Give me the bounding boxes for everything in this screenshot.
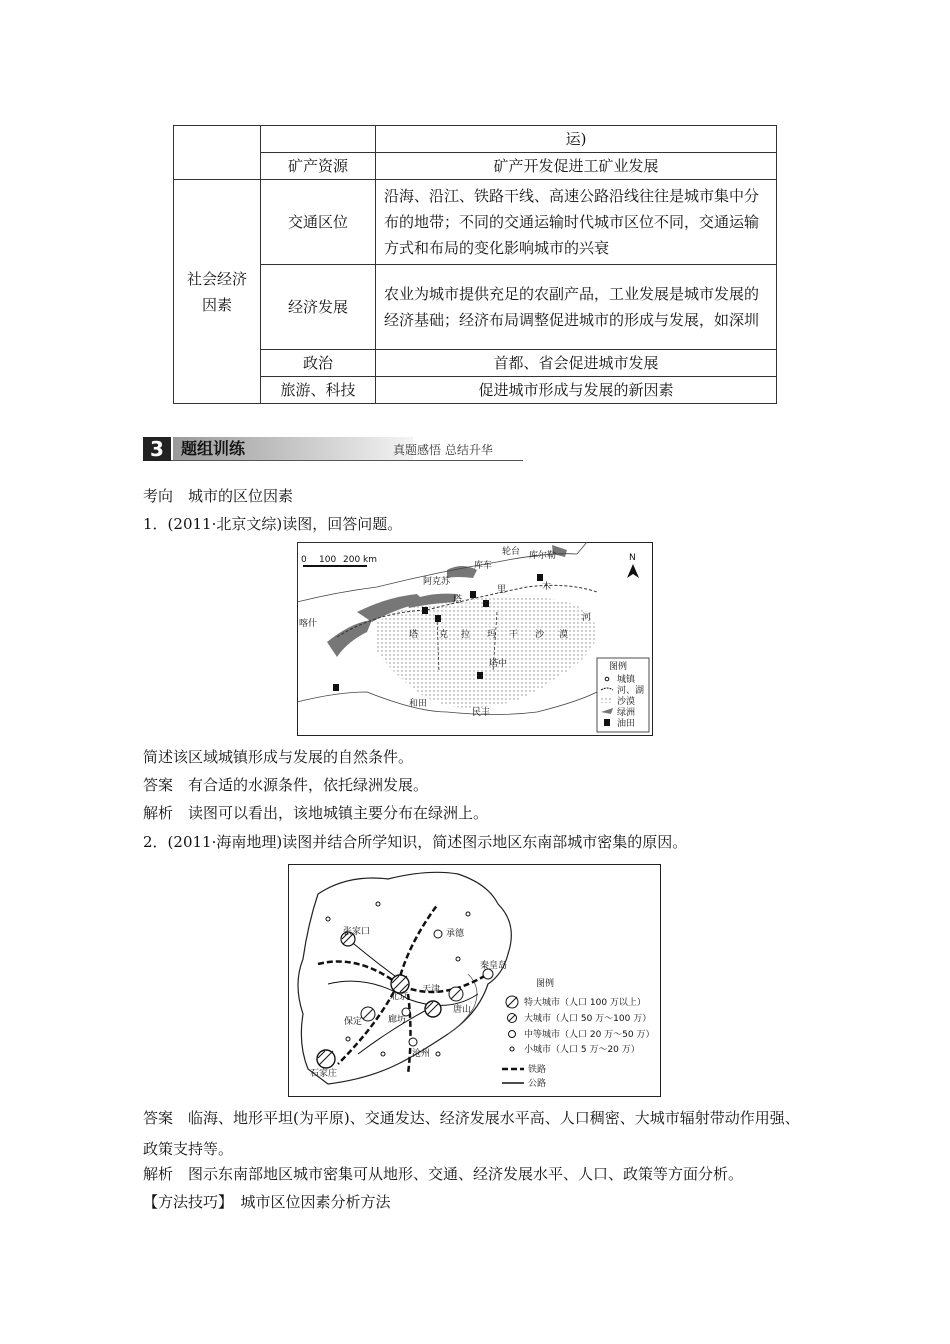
desert-char: 拉 bbox=[461, 630, 471, 640]
city-label: 沧州 bbox=[412, 1049, 431, 1059]
city-label: 秦皇岛 bbox=[480, 961, 508, 971]
location-factors-table bbox=[173, 125, 777, 404]
place-label: 库尔勒 bbox=[529, 551, 557, 561]
small-city-icon bbox=[510, 1047, 514, 1051]
legend-item: 公路 bbox=[528, 1079, 547, 1089]
legend-item: 小城市（人口 5 万～20 万） bbox=[524, 1045, 640, 1055]
section-title: 题组训练 bbox=[173, 437, 413, 461]
table-cell-sub: 经济发展 bbox=[261, 265, 376, 350]
legend-title: 图例 bbox=[536, 979, 555, 989]
city-label: 北京 bbox=[390, 992, 409, 1002]
medium-city-icon bbox=[434, 930, 442, 938]
oilfield-icon bbox=[470, 591, 476, 598]
table-row bbox=[174, 265, 777, 350]
medium-city-icon bbox=[509, 1031, 516, 1038]
desert-char: 塔 bbox=[409, 630, 419, 640]
oilfield-icon bbox=[604, 719, 610, 726]
table-cell-desc: 矿产开发促进工矿业发展 bbox=[376, 153, 777, 180]
question-1-answer: 答案 有合适的水源条件，依托绿洲发展。 bbox=[143, 776, 429, 794]
question-1-prompt: 1．(2011·北京文综)读图，回答问题。 bbox=[143, 515, 403, 533]
north-label: N bbox=[629, 553, 636, 563]
place-label: 塔中 bbox=[489, 659, 508, 669]
legend-item: 特大城市（人口 100 万以上） bbox=[524, 998, 646, 1008]
river-char: 河 bbox=[582, 613, 592, 623]
table-cell-factor bbox=[174, 126, 261, 180]
desert-char: 沙 bbox=[535, 630, 545, 640]
legend-item: 绿洲 bbox=[617, 708, 636, 718]
river-char: 塔 bbox=[453, 595, 463, 605]
legend-item: 城镇 bbox=[617, 675, 636, 685]
city-label: 张家口 bbox=[343, 927, 371, 937]
method-heading: 【方法技巧】 城市区位因素分析方法 bbox=[143, 1193, 391, 1211]
city-label: 承德 bbox=[446, 929, 465, 939]
oilfield-icon bbox=[435, 615, 441, 622]
city-label: 天津 bbox=[422, 985, 441, 995]
place-label: 民丰 bbox=[472, 708, 491, 718]
desert-char: 玛 bbox=[487, 630, 497, 640]
place-label: 轮台 bbox=[502, 547, 521, 557]
oilfield-icon bbox=[333, 684, 339, 691]
table-cell-desc: 促进城市形成与发展的新因素 bbox=[376, 377, 777, 404]
place-label: 喀什 bbox=[299, 619, 318, 629]
table-row bbox=[174, 153, 777, 180]
table-cell-desc: 农业为城市提供充足的农副产品，工业发展是城市发展的经济基础；经济布局调整促进城市的形成与发展，如深圳 bbox=[376, 265, 777, 350]
megacity-icon bbox=[317, 1050, 335, 1068]
table-cell-sub bbox=[261, 126, 376, 153]
table-cell-sub: 旅游、科技 bbox=[261, 377, 376, 404]
river-char: 木 bbox=[542, 582, 552, 592]
river-char: 里 bbox=[497, 585, 507, 595]
scale-label: 200 km bbox=[343, 555, 378, 565]
desert-char: 漠 bbox=[559, 630, 569, 640]
table-row bbox=[174, 126, 777, 153]
desert-char: 干 bbox=[509, 630, 519, 640]
legend-item: 油田 bbox=[617, 719, 636, 729]
legend-item: 河、湖 bbox=[617, 686, 645, 696]
question-2-prompt: 2．(2011·海南地理)读图并结合所学知识，简述图示地区东南部城市密集的原因。 bbox=[143, 833, 688, 851]
table-cell-sub: 矿产资源 bbox=[261, 153, 376, 180]
table-cell-sub: 政治 bbox=[261, 350, 376, 377]
oilfield-icon bbox=[483, 600, 489, 607]
legend-item: 铁路 bbox=[528, 1065, 547, 1075]
table-cell-factor: 社会经济因素 bbox=[174, 180, 261, 404]
megacity-icon bbox=[391, 975, 409, 993]
section-rule bbox=[171, 460, 523, 461]
table-cell-desc: 运) bbox=[376, 126, 777, 153]
legend-title: 图例 bbox=[609, 662, 628, 672]
topic-heading: 考向 城市的区位因素 bbox=[143, 487, 294, 505]
scale-label: 100 bbox=[319, 555, 337, 565]
oilfield-icon bbox=[477, 672, 483, 679]
city-label: 石家庄 bbox=[310, 1069, 338, 1079]
city-label: 保定 bbox=[344, 1017, 363, 1027]
jingjinji-map bbox=[288, 864, 661, 1097]
oilfield-icon bbox=[537, 574, 543, 581]
section-banner bbox=[143, 437, 523, 461]
table-cell-desc: 沿海、沿江、铁路干线、高速公路沿线往往是城市集中分布的地带；不同的交通运输时代城市区位不同，交通运输方式和布局的变化影响城市的兴衰 bbox=[376, 180, 777, 265]
table-cell-sub: 交通区位 bbox=[261, 180, 376, 265]
desert-icon bbox=[601, 697, 613, 703]
tarim-basin-map bbox=[297, 542, 653, 736]
desert-char: 克 bbox=[439, 630, 449, 640]
section-subtitle: 真题感悟 总结升华 bbox=[393, 443, 493, 457]
table-row bbox=[174, 377, 777, 404]
city-label: 唐山 bbox=[453, 1005, 472, 1015]
medium-city-icon bbox=[409, 1038, 417, 1046]
question-2-analysis: 解析 图示东南部地区城市密集可从地形、交通、经济发展水平、人口、政策等方面分析。 bbox=[143, 1165, 744, 1183]
place-label: 和田 bbox=[409, 699, 428, 709]
table-row bbox=[174, 350, 777, 377]
table-row bbox=[174, 180, 777, 265]
question-1-text: 简述该区域城镇形成与发展的自然条件。 bbox=[143, 748, 414, 766]
place-label: 阿克苏 bbox=[423, 577, 451, 587]
legend-item: 中等城市（人口 20 万～50 万） bbox=[524, 1030, 655, 1040]
table-cell-desc: 首都、省会促进城市发展 bbox=[376, 350, 777, 377]
place-label: 库车 bbox=[474, 561, 493, 571]
section-number: 3 bbox=[143, 437, 171, 461]
city-label: 廊坊 bbox=[388, 1015, 407, 1025]
question-1-analysis: 解析 读图可以看出，该地城镇主要分布在绿洲上。 bbox=[143, 804, 489, 822]
question-2-answer: 答案 临海、地形平坦(为平原)、交通发达、经济发展水平高、人口稠密、大城市辐射带动作用强、政策支持等。 bbox=[143, 1109, 800, 1158]
legend-item: 沙漠 bbox=[617, 697, 636, 707]
legend-item: 大城市（人口 50 万～100 万） bbox=[524, 1014, 652, 1024]
scale-label: 0 bbox=[301, 555, 307, 565]
oilfield-icon bbox=[422, 607, 428, 614]
